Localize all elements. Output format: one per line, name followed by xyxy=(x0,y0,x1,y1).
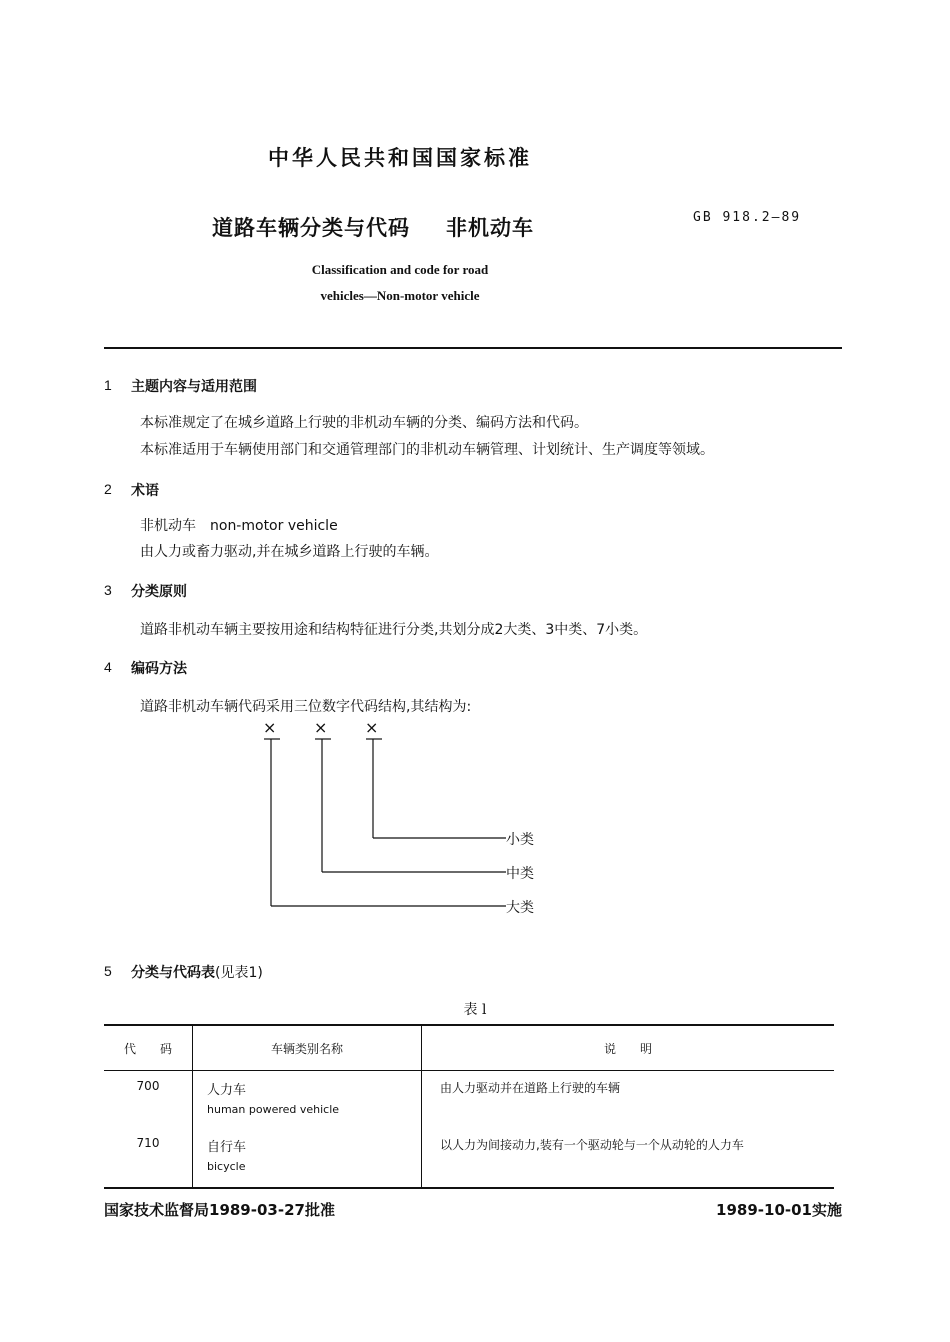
section-5-number: 5 xyxy=(104,963,112,979)
code-structure-diagram xyxy=(255,718,555,918)
approval-date: 国家技术监督局1989-03-27批准 xyxy=(104,1201,335,1219)
digit-1-symbol: × xyxy=(263,718,277,737)
section-5-heading xyxy=(131,962,263,982)
row-name xyxy=(193,1071,422,1129)
digit-2-symbol: × xyxy=(314,718,328,737)
diagram-label-middle: 中类 xyxy=(506,866,534,882)
header-vehicle-category: 车辆类别名称 xyxy=(193,1025,422,1071)
row-name-zh: 自行车 xyxy=(207,1140,247,1155)
english-title-line-2: vehicles—Non-motor vehicle xyxy=(320,288,480,303)
section-3-title: 分类原则 xyxy=(131,584,187,600)
section-3-number: 3 xyxy=(104,582,112,598)
header-divider xyxy=(104,347,842,349)
section-1-number: 1 xyxy=(104,377,112,393)
row-name-en: human powered vehicle xyxy=(207,1103,340,1116)
implementation-date: 1989-10-01实施 xyxy=(716,1201,842,1219)
diagram-label-minor: 小类 xyxy=(506,832,534,848)
row-code: 700 xyxy=(104,1071,193,1129)
header-description: 说 明 xyxy=(422,1025,835,1071)
section-4-number: 4 xyxy=(104,659,112,675)
row-name-zh: 人力车 xyxy=(207,1083,247,1098)
section-5-title-suffix: (见表1) xyxy=(215,965,263,981)
row-name xyxy=(193,1128,422,1188)
section-5-title: 分类与代码表 xyxy=(131,965,215,981)
table-row xyxy=(104,1128,834,1188)
section-1-title: 主题内容与适用范围 xyxy=(131,379,257,395)
standard-code: GB 918.2—89 xyxy=(693,210,802,225)
diagram-lines xyxy=(255,718,555,918)
national-standard-heading: 中华人民共和国国家标准 xyxy=(268,146,532,170)
section-1-paragraph-2: 本标准适用于车辆使用部门和交通管理部门的非机动车辆管理、计划统计、生产调度等领域。 xyxy=(140,442,714,458)
section-2-number: 2 xyxy=(104,481,112,497)
english-title-line-1: Classification and code for road xyxy=(311,262,489,277)
row-description: 由人力驱动并在道路上行驶的车辆 xyxy=(440,1081,621,1095)
digit-3-symbol: × xyxy=(365,718,379,737)
document-title xyxy=(212,212,534,242)
section-2-term: 非机动车 non-motor vehicle xyxy=(140,518,338,534)
section-3-paragraph: 道路非机动车辆主要按用途和结构特征进行分类,共划分成2大类、3中类、7小类。 xyxy=(140,622,648,638)
classification-code-table xyxy=(104,1024,834,1189)
section-1-paragraph-1: 本标准规定了在城乡道路上行驶的非机动车辆的分类、编码方法和代码。 xyxy=(140,415,588,431)
title-part-1: 道路车辆分类与代码 xyxy=(212,216,410,240)
row-code: 710 xyxy=(104,1128,193,1188)
row-name-en: bicycle xyxy=(207,1160,246,1173)
section-4-paragraph: 道路非机动车辆代码采用三位数字代码结构,其结构为: xyxy=(140,699,472,715)
table-header-row xyxy=(104,1025,834,1071)
table-row xyxy=(104,1071,834,1129)
section-4-title: 编码方法 xyxy=(131,661,187,677)
row-description: 以人力为间接动力,装有一个驱动轮与一个从动轮的人力车 xyxy=(422,1128,835,1188)
section-2-definition: 由人力或畜力驱动,并在城乡道路上行驶的车辆。 xyxy=(140,544,439,560)
title-part-2: 非机动车 xyxy=(446,216,534,240)
header-code: 代 码 xyxy=(104,1025,193,1071)
diagram-label-major: 大类 xyxy=(506,900,534,916)
table-caption: 表 l xyxy=(463,1002,487,1018)
section-2-title: 术语 xyxy=(131,483,159,499)
